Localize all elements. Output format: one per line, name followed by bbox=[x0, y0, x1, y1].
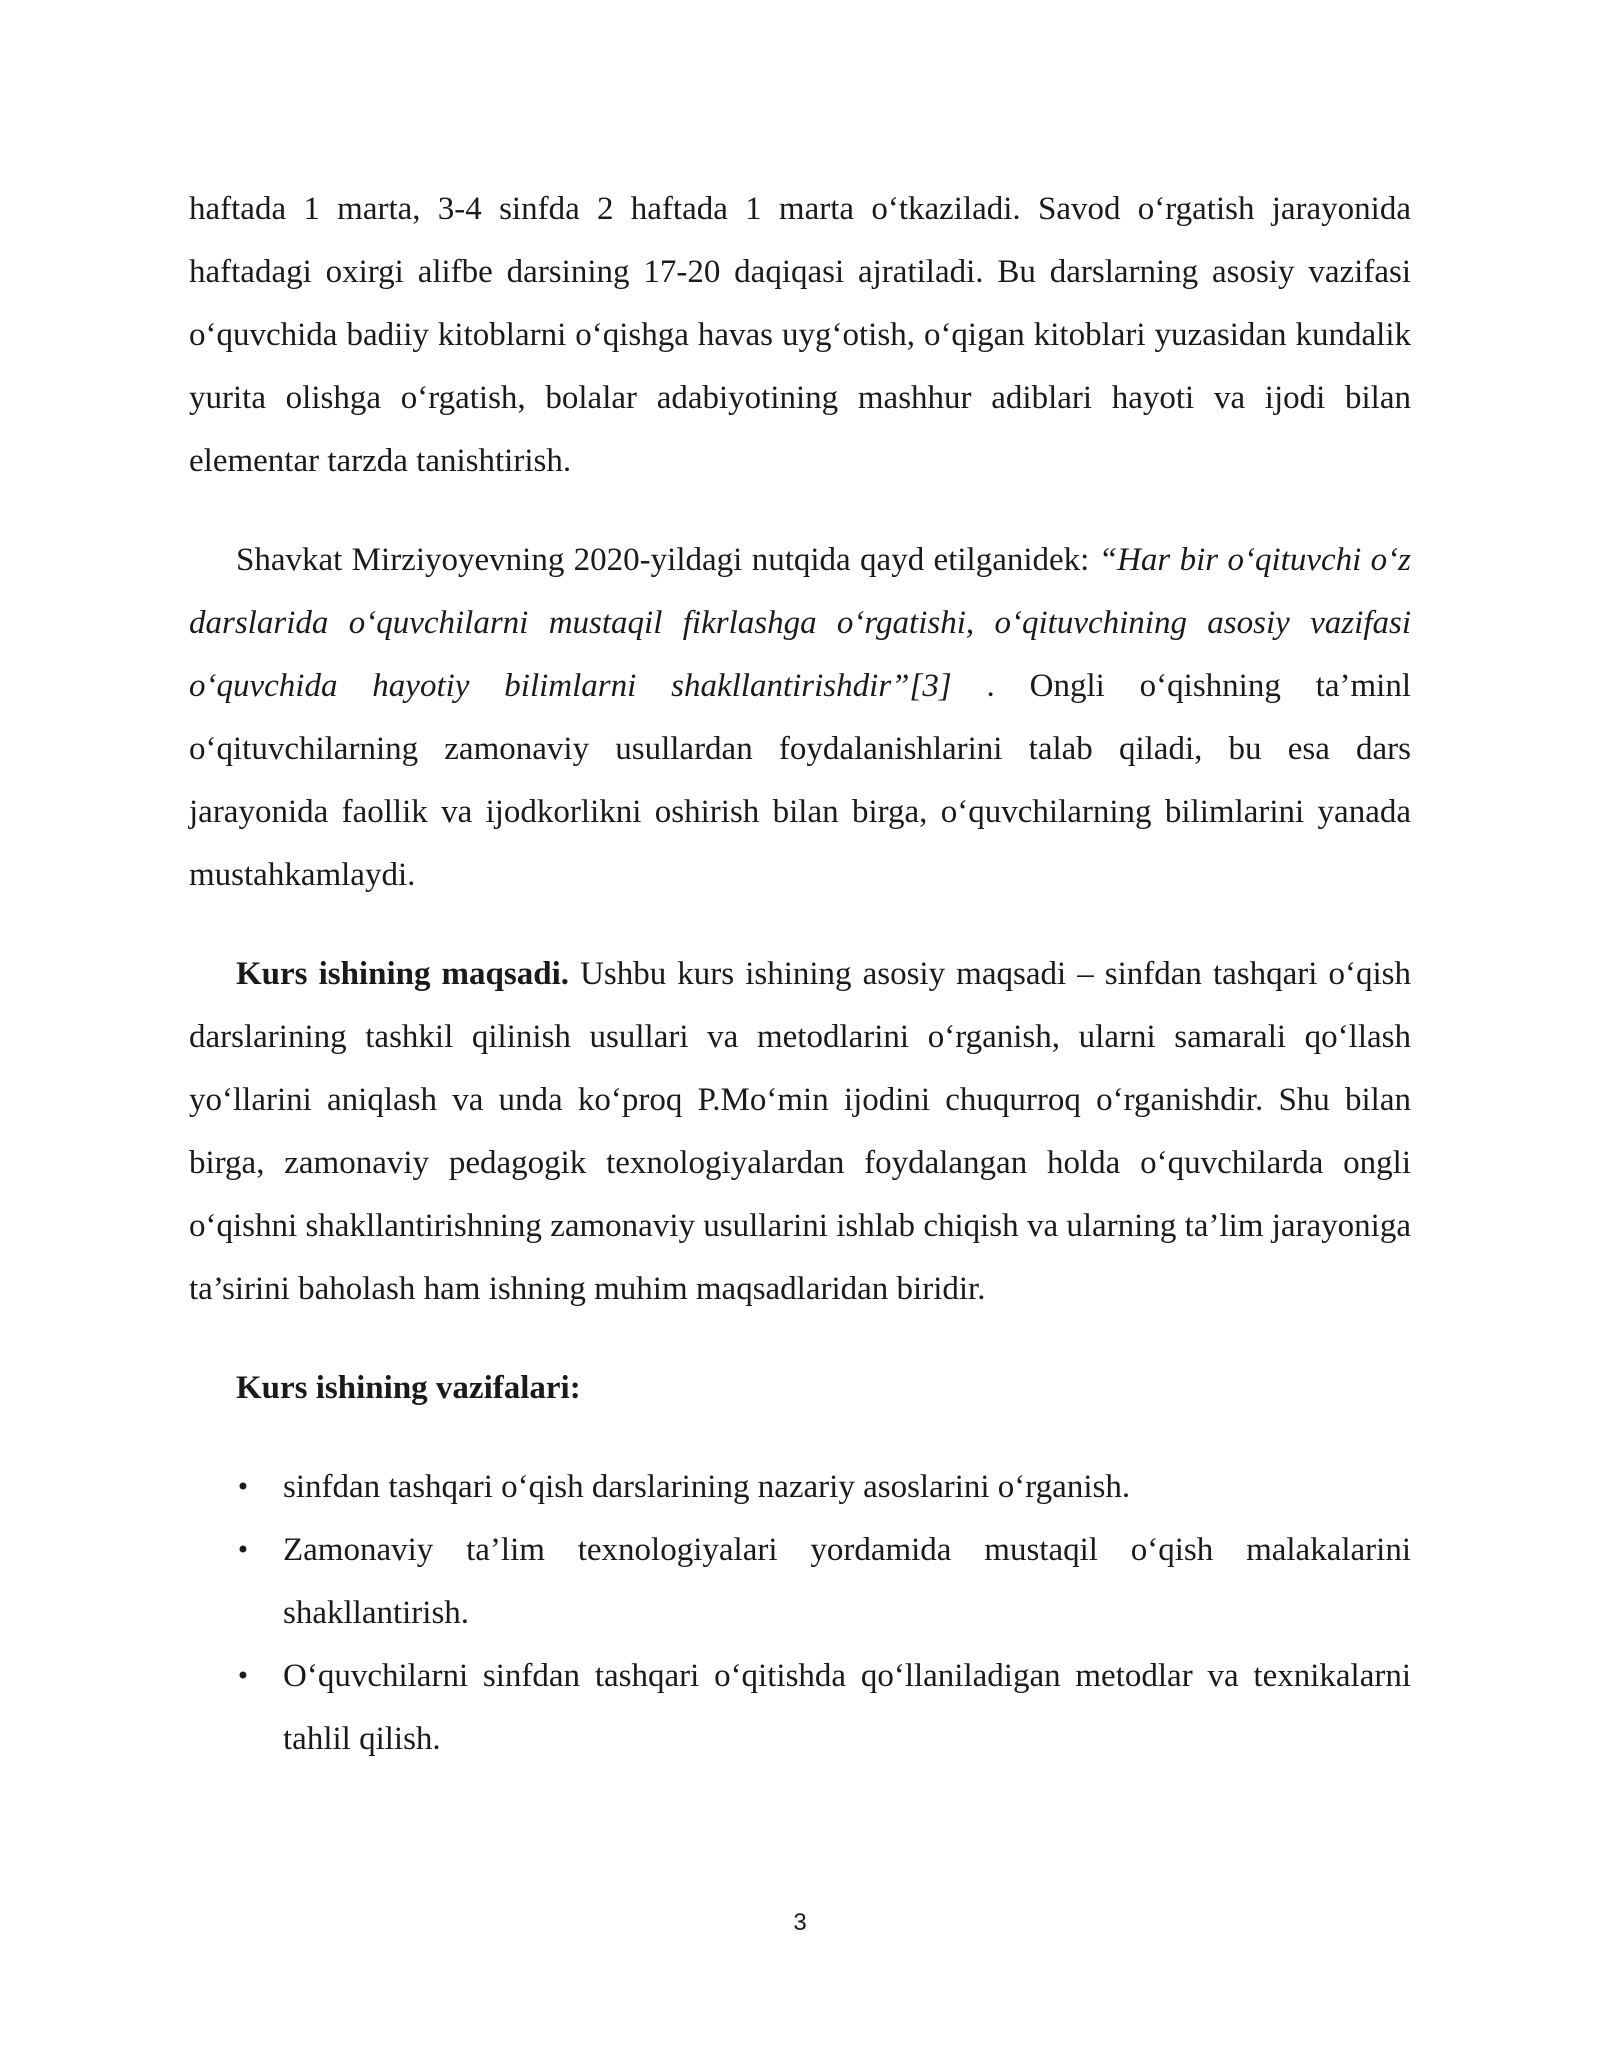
paragraph-speech-quote bbox=[189, 529, 1411, 907]
list-item bbox=[189, 1645, 1411, 1771]
bullet-icon: • bbox=[235, 1536, 251, 1564]
quote-intro: Shavkat Mirziyoyevning 2020-yildagi nutqida qayd etilganidek: bbox=[236, 542, 1099, 578]
course-goal-lead: Kurs ishining maqsadi. bbox=[236, 956, 569, 992]
tasks-list bbox=[189, 1456, 1411, 1771]
page-number: 3 bbox=[793, 1909, 807, 1936]
list-item bbox=[189, 1519, 1411, 1645]
president-quote: “Har bir oʻqituvchi oʻz darslarida oʻquvchilarni mustaqil fikrlashga oʻrgatishi, oʻqituvchining asosiy vazifasi oʻquvchida hayotiy bilimlarni shakllantirishdir”[3] bbox=[189, 542, 1411, 704]
tasks-heading: Kurs ishining vazifalari: bbox=[236, 1370, 581, 1406]
bullet-icon: • bbox=[235, 1473, 251, 1501]
list-item-text: sinfdan tashqari oʻqish darslarining nazariy asoslarini oʻrganish. bbox=[283, 1469, 1131, 1505]
paragraph-schedule: haftada 1 marta, 3-4 sinfda 2 haftada 1 marta oʻtkaziladi. Savod oʻrgatish jarayonida haftadagi oxirgi alifbe darsining 17-20 daqiqasi ajratiladi. Bu darslarning asosiy vazifasi oʻquvchida badiiy kitoblarni oʻqishga havas uygʻotish, oʻqigan kitoblari yuzasidan kundalik yurita olishga oʻrgatish, bolalar adabiyotining mashhur adiblari hayoti va ijodi bilan elementar tarzda tanishtirish. bbox=[189, 191, 1411, 479]
quote-continuation: . Ongli oʻqishning ta’minl oʻqituvchilarning zamonaviy usullardan foydalanishlarini talab qiladi, bu esa dars jarayonida faollik va ijodkorlikni oshirish bilan birga, oʻquvchilarning bilimlarini yanada mustahkamlaydi. bbox=[189, 668, 1411, 893]
course-goal-body: Ushbu kurs ishining asosiy maqsadi – sinfdan tashqari oʻqish darslarining tashkil qilinish usullari va metodlarini oʻrganish, ularni samarali qoʻllash yoʻllarini aniqlash va unda koʻproq P.Moʻmin ijodini chuqurroq oʻrganishdir. Shu bilan birga, zamonaviy pedagogik texnologiyalardan foydalangan holda oʻquvchilarda ongli oʻqishni shakllantirishning zamonaviy usullarini ishlab chiqish va ularning ta’lim jarayoniga ta’sirini baholash ham ishning muhim maqsadlaridan biridir. bbox=[189, 956, 1411, 1307]
list-item-text: Zamonaviy ta’lim texnologiyalari yordamida mustaqil oʻqish malakalarini shakllantirish. bbox=[283, 1532, 1411, 1631]
paragraph-course-goal bbox=[189, 943, 1411, 1321]
list-item bbox=[189, 1456, 1411, 1519]
list-item-text: Oʻquvchilarni sinfdan tashqari oʻqitishda qoʻllaniladigan metodlar va texnikalarni tahlil qilish. bbox=[283, 1658, 1411, 1757]
bullet-icon: • bbox=[235, 1662, 251, 1690]
page-body bbox=[189, 178, 1411, 1771]
